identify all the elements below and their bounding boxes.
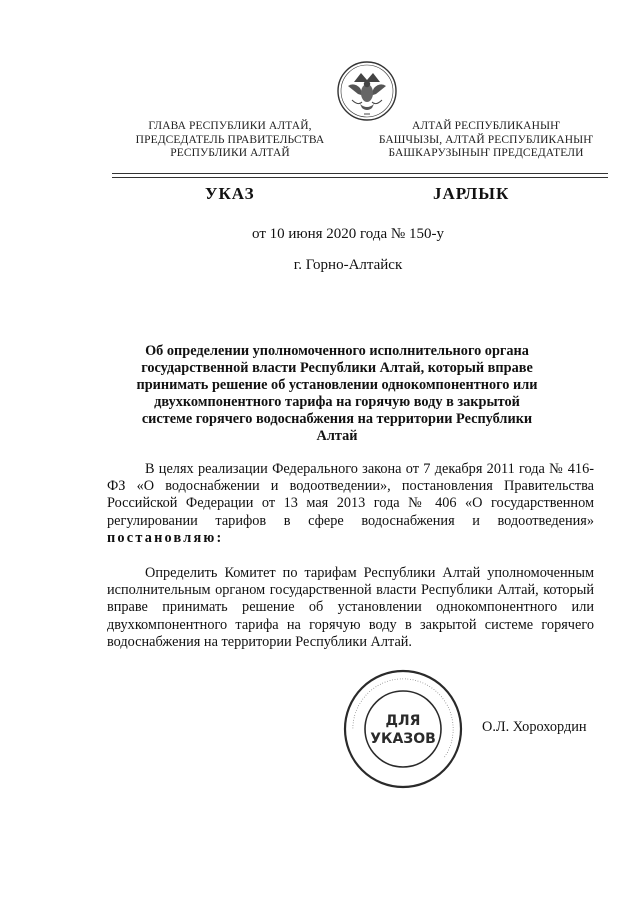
header-divider-thick (112, 173, 608, 174)
official-stamp (341, 667, 465, 791)
body-paragraph: Определить Комитет по тарифам Республики Алтай уполномоченным исполнительным органом государственной власти Республики Алтай, который вправе принимать решение об установлении однокомпонентного или двухкомпонентного тарифа на горячую воду в закрытой системе горячего водоснабжения на территории Республики Алтай. (107, 565, 594, 650)
document-city: г. Горно-Алтайск (293, 257, 403, 273)
header-divider-thin (112, 177, 608, 178)
header-right-line-2: БАШЧЫЗЫ, АЛТАЙ РЕСПУБЛИКАНЫҤ (378, 133, 594, 146)
decree-word: постановляю: (107, 529, 224, 546)
header-right-block (362, 120, 610, 161)
stamp-outer-ring (345, 671, 461, 787)
header-left-line-2: ПРЕДСЕДАТЕЛЬ ПРАВИТЕЛЬСТВА (135, 133, 325, 146)
document-title-ru: УКАЗ (205, 184, 255, 203)
stamp-text-line2: УКАЗОВ (370, 731, 436, 747)
document-title-altai: ЈАРЛЫК (433, 184, 510, 203)
coat-of-arms-icon (334, 60, 400, 122)
header-left-line-3: РЕСПУБЛИКИ АЛТАЙ (170, 147, 290, 159)
header-left-line-1: ГЛАВА РЕСПУБЛИКИ АЛТАЙ, (148, 120, 312, 132)
preamble-text: В целях реализации Федерального закона от 7 декабря 2011 года № 416-ФЗ «О водоснабжении и водоотведении», постановления Правительства Российской Федерации от 13 мая 2013 года № 406 «О государственном регулировании тарифов в сфере водоснабжения и водоотведения» (107, 461, 594, 529)
header-right-line-3: БАШКАРУЗЫНЫҤ ПРЕДСЕДАТЕЛИ (388, 147, 584, 159)
preamble-paragraph (107, 461, 594, 547)
document-subject: Об определении уполномоченного исполнительного органа государственной власти Республики Алтай, который вправе принимать решение об установлении однокомпонентного или двухкомпонентного тарифа на горячую воду в закрытой системе горячего водоснабжения на территории Республики Алтай (136, 343, 538, 444)
header-left-block (120, 120, 340, 161)
document-date-number: от 10 июня 2020 года № 150-у (252, 226, 444, 242)
stamp-ring-lettering: ········································································· (349, 675, 457, 760)
stamp-text-line1: ДЛЯ (385, 713, 421, 729)
stamp-inner-ring (365, 691, 441, 767)
signer-name: О.Л. Хорохордин (482, 719, 587, 735)
header-right-line-1: АЛТАЙ РЕСПУБЛИКАНЫҤ (412, 120, 560, 132)
